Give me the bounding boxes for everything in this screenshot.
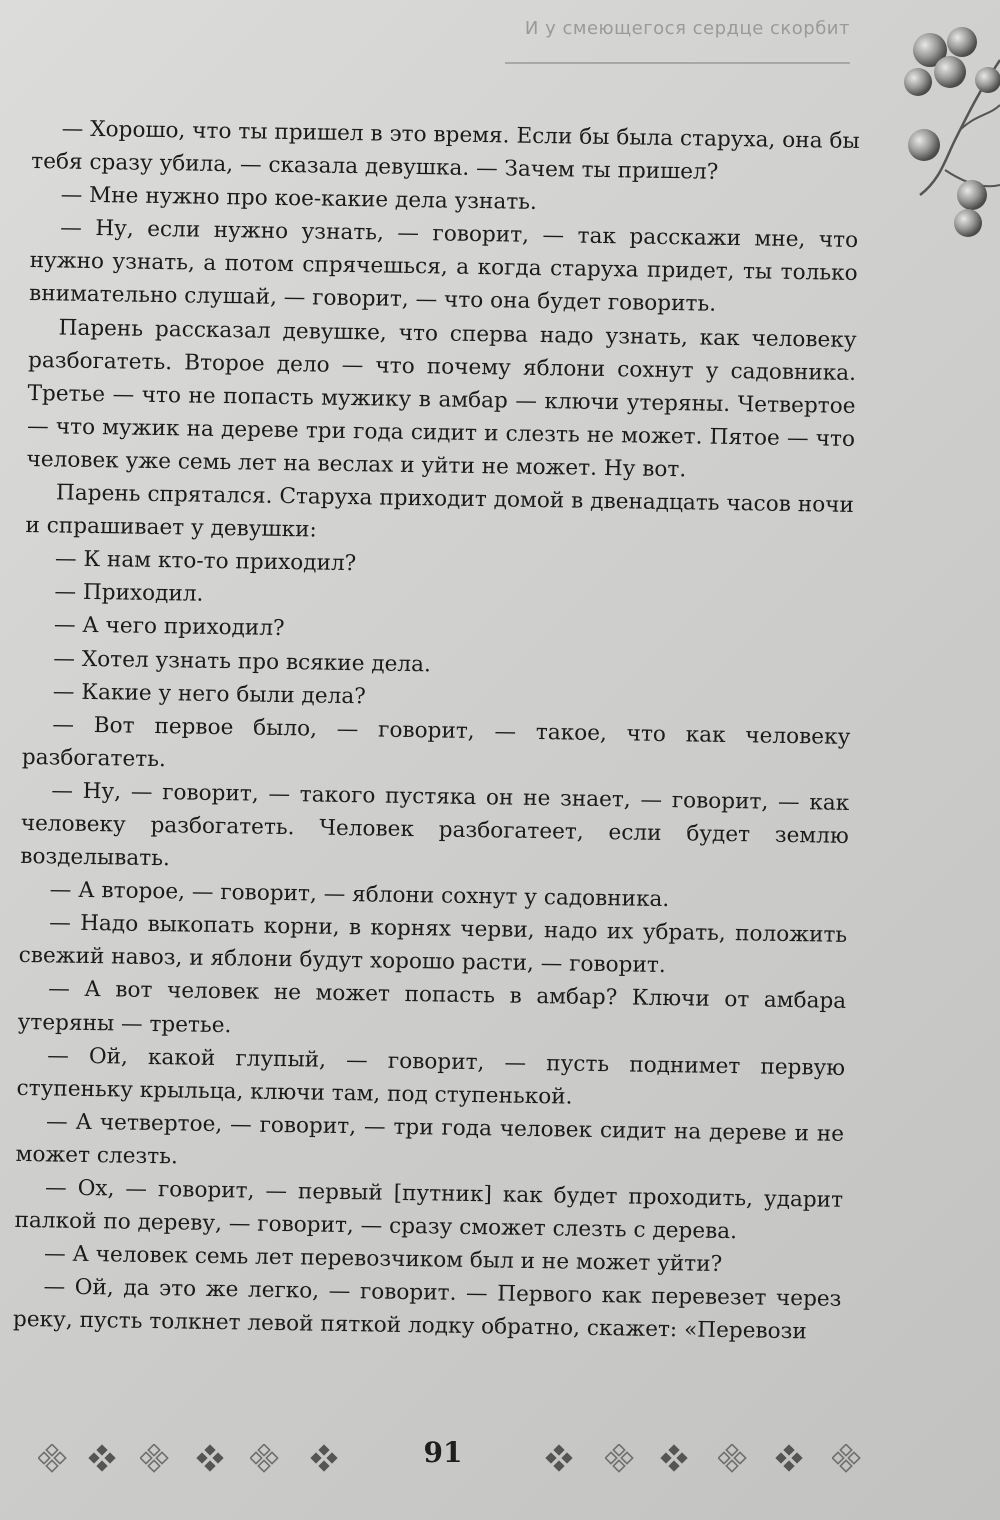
paragraph: Парень рассказал девушке, что сперва надо узнать, как человеку разбогатеть. Второе дело — что почему яблони сохнут у садовника. Третье — что не попасть мужику в амбар — ключи утеряны. Четвертое — что мужик на дереве три года сидит и слезть не может. Пятое — что человек уже семь лет на веслах и уйти не может. Ну вот. xyxy=(26,315,857,483)
page-number: 91 xyxy=(423,1436,463,1469)
paragraph: — Вот первое было, — говорит, — такое, что как человеку разбогатеть. xyxy=(21,712,851,772)
ornament-outline-icon xyxy=(718,1444,748,1474)
ornament-outline-icon xyxy=(38,1444,68,1474)
paragraph: Парень спрятался. Старуха приходит домой в двенадцать часов ночи и спрашивает у девушки: xyxy=(25,480,855,543)
ornament-solid-icon xyxy=(545,1444,575,1474)
ornament-solid-icon xyxy=(310,1444,340,1474)
ornament-outline-icon xyxy=(832,1444,862,1474)
ornament-solid-icon xyxy=(88,1444,118,1474)
header-rule xyxy=(505,62,850,64)
ornament-solid-icon xyxy=(775,1444,805,1474)
paragraph: — Приходил. xyxy=(54,579,204,608)
ornament-solid-icon xyxy=(196,1444,226,1474)
paragraph: — А чего приходил? xyxy=(53,612,285,642)
paragraph: — Какие у него были дела? xyxy=(52,678,366,709)
body-text xyxy=(13,112,860,1349)
paragraph: — К нам кто-то приходил? xyxy=(54,546,357,577)
paragraph: — Ой, какой глупый, — говорит, — пусть поднимет первую ступеньку крыльца, ключи там, под ступенькой. xyxy=(16,1042,846,1110)
ornament-outline-icon xyxy=(605,1444,635,1474)
ornament-outline-icon xyxy=(250,1444,280,1474)
paragraph: — А вот человек не может попасть в амбар? Ключи от амбара утеряны — третье. xyxy=(17,976,847,1038)
ornament-outline-icon xyxy=(140,1444,170,1474)
berry-branch-icon xyxy=(900,20,1000,250)
paragraph: — Ой, да это же легко, — говорит. — Первого как перевезет через реку, пусть толкнет левой пяткой лодку обратно, скажет: «Перевози xyxy=(12,1274,842,1345)
paragraph: — А человек семь лет перевозчиком был и не может уйти? xyxy=(43,1241,723,1278)
paragraph: — Хотел узнать про всякие дела. xyxy=(53,645,432,677)
page-footer xyxy=(0,1430,1000,1510)
paragraph: — А второе, — говорит, — яблони сохнут у садовника. xyxy=(49,877,670,913)
paragraph: — Ну, — говорит, — такого пустяка он не знает, — говорит, — как человеку разбогатеть. Человек разбогатеет, если будет землю возделывать. xyxy=(20,778,850,872)
paragraph: — А четвертое, — говорит, — три года человек сидит на дереве и не может слезть. xyxy=(15,1109,845,1170)
paragraph: — Мне нужно про кое-какие дела узнать. xyxy=(60,182,538,216)
ornament-solid-icon xyxy=(660,1444,690,1474)
paragraph: — Ох, — говорит, — первый [путник] как будет проходить, ударит палкой по дереву, — говорит, — сразу сможет слезть с дерева. xyxy=(14,1175,844,1245)
paragraph: — Хорошо, что ты пришел в это время. Если бы была старуха, она бы тебя сразу убила, — сказала девушка. — Зачем ты пришел? xyxy=(31,116,860,185)
running-title: И у смеющегося сердце скорбит xyxy=(524,18,850,39)
paragraph: — Надо выкопать корни, в корнях черви, надо их убрать, положить свежий навоз, и яблони будут хорошо расти, — говорит. xyxy=(18,910,848,979)
paragraph: — Ну, если нужно узнать, — говорит, — так расскажи мне, что нужно узнать, а потом спрячешься, а когда старуха придет, ты только внимательно слушай, — говорит, — что она будет говорить. xyxy=(28,215,859,318)
